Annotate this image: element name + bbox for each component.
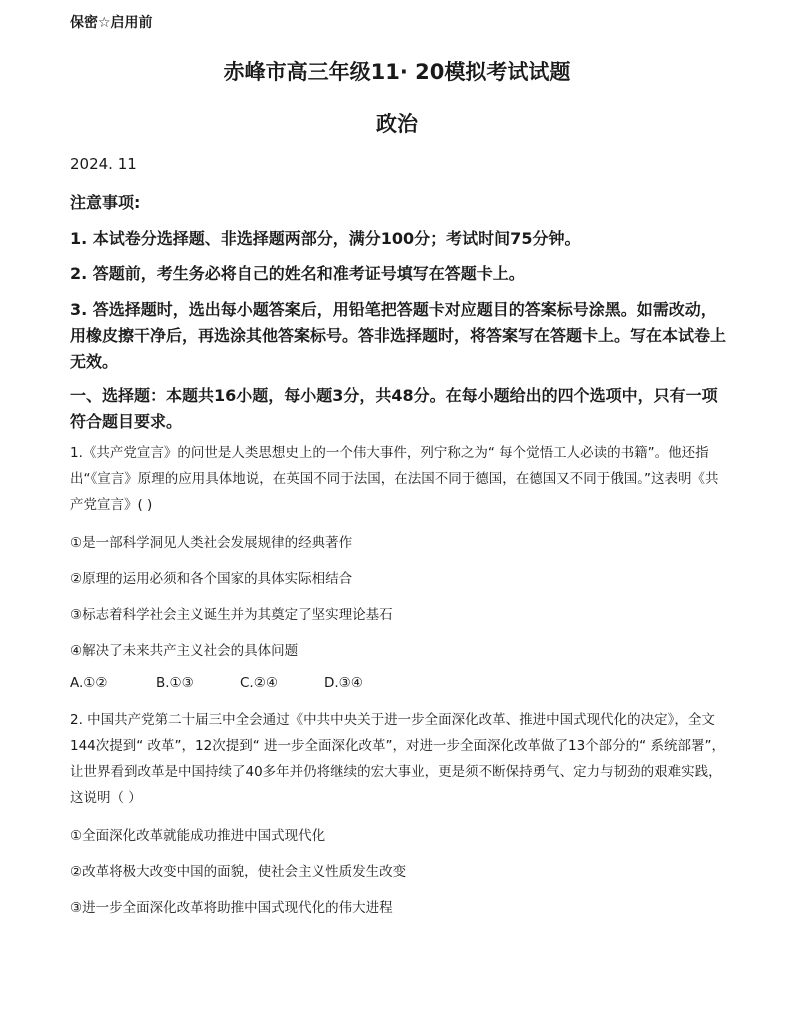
section-title: 一、选择题：本题共16小题，每小题3分，共48分。在每小题给出的四个选项中，只有一项符合题目要求。: [70, 386, 718, 431]
notice-item: 1. 本试卷分选择题、非选择题两部分，满分100分；考试时间75分钟。: [70, 229, 581, 248]
question-1-option: ①是一部科学洞见人类社会发展规律的经典著作: [70, 535, 353, 551]
exam-date: 2024. 11: [70, 155, 137, 173]
choice-a: A.①②: [70, 675, 108, 691]
choice-d: D.③④: [324, 675, 363, 691]
question-2-option: ②改革将极大改变中国的面貌，使社会主义性质发生改变: [70, 864, 407, 880]
notice-item: 2. 答题前，考生务必将自己的姓名和准考证号填写在答题卡上。: [70, 264, 525, 283]
question-2-option: ③进一步全面深化改革将助推中国式现代化的伟大进程: [70, 900, 393, 916]
choice-b: B.①③: [156, 675, 194, 691]
question-2-option: ①全面深化改革就能成功推进中国式现代化: [70, 828, 326, 844]
notice-item: 3. 答选择题时，选出每小题答案后，用铅笔把答题卡对应题目的答案标号涂黑。如需改动，用橡皮擦干净后，再选涂其他答案标号。答非选择题时，将答案写在答题卡上。写在本试卷上无效。: [70, 300, 727, 371]
notice-heading: 注意事项:: [70, 193, 141, 212]
question-2-stem: 2. 中国共产党第二十届三中全会通过《中共中央关于进一步全面深化改革、推进中国式现代化的决定》，全文144次提到“ 改革”，12次提到“ 进一步全面深化改革”，对进一步全面深化改革做了13个部分的“ 系统部署”，让世界看到改革是中国持续了40多年并仍将继续的宏大事业，更是须不断保持勇气、定力与韧劲的艰难实践，这说明（ ）: [70, 712, 725, 806]
secret-mark: 保密☆启用前: [70, 15, 153, 31]
question-1-option: ③标志着科学社会主义诞生并为其奠定了坚实理论基石: [70, 607, 393, 623]
question-1-stem: 1.《共产党宣言》的问世是人类思想史上的一个伟大事件，列宁称之为“ 每个觉悟工人必读的书籍”。他还指出“《宣言》原理的应用具体地说，在英国不同于法国，在法国不同于德国，在德国又不同于俄国。”这表明《共产党宣言》( ): [70, 445, 719, 513]
question-1-option: ②原理的运用必须和各个国家的具体实际相结合: [70, 571, 353, 587]
exam-subject: 政治: [376, 112, 418, 136]
choice-c: C.②④: [240, 675, 278, 691]
question-1-choices: [70, 675, 363, 691]
exam-title: 赤峰市高三年级11· 20模拟考试试题: [223, 60, 571, 84]
question-1-option: ④解决了未来共产主义社会的具体问题: [70, 643, 299, 659]
